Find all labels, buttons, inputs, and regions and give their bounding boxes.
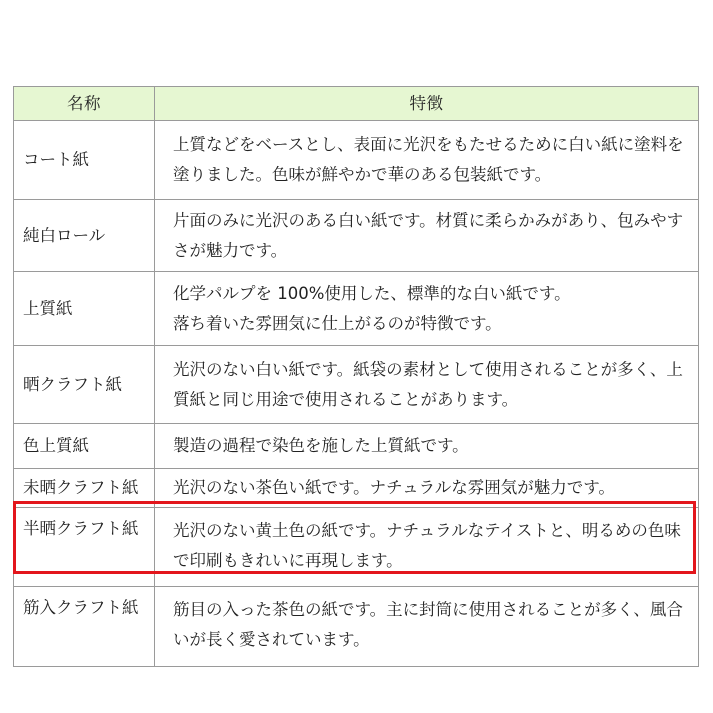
table-row xyxy=(14,424,699,469)
paper-description-cell: 片面のみに光沢のある白い紙です。材質に柔らかみがあり、包みやすさが魅力です。 xyxy=(155,200,699,272)
description-line: 化学パルプを 100%使用した、標準的な白い紙です。 xyxy=(173,283,571,303)
paper-description-cell: 筋目の入った茶色の紙です。主に封筒に使用されることが多く、風合いが長く愛されています。 xyxy=(155,587,699,667)
description-line: 落ち着いた雰囲気に仕上がるのが特徴です。 xyxy=(173,313,502,333)
paper-description-cell: 上質などをベースとし、表面に光沢をもたせるために白い紙に塗料を塗りました。色味が鮮やかで華のある包装紙です。 xyxy=(155,121,699,200)
table-row xyxy=(14,121,699,200)
paper-name-cell: 純白ロール xyxy=(14,200,155,272)
paper-description-cell xyxy=(155,272,699,346)
table-row-highlighted xyxy=(14,508,699,587)
paper-description-cell: 光沢のない茶色い紙です。ナチュラルな雰囲気が魅力です。 xyxy=(155,469,699,508)
paper-description-cell: 製造の過程で染色を施した上質紙です。 xyxy=(155,424,699,469)
table-row xyxy=(14,200,699,272)
header-feature: 特徴 xyxy=(155,87,699,121)
paper-name-cell: 色上質紙 xyxy=(14,424,155,469)
paper-name-cell: 未晒クラフト紙 xyxy=(14,469,155,508)
table-header-row xyxy=(14,87,699,121)
paper-name-cell: コート紙 xyxy=(14,121,155,200)
paper-name-cell: 半晒クラフト紙 xyxy=(14,508,155,587)
table-row xyxy=(14,272,699,346)
table-row xyxy=(14,587,699,667)
paper-description-cell: 光沢のない白い紙です。紙袋の素材として使用されることが多く、上質紙と同じ用途で使用されることがあります。 xyxy=(155,346,699,424)
table-row xyxy=(14,346,699,424)
paper-name-cell: 筋入クラフト紙 xyxy=(14,587,155,667)
header-name: 名称 xyxy=(14,87,155,121)
paper-name-cell: 上質紙 xyxy=(14,272,155,346)
table-row xyxy=(14,469,699,508)
paper-types-table xyxy=(13,86,699,667)
paper-description-cell: 光沢のない黄土色の紙です。ナチュラルなテイストと、明るめの色味で印刷もきれいに再現します。 xyxy=(155,508,699,587)
paper-name-cell: 晒クラフト紙 xyxy=(14,346,155,424)
